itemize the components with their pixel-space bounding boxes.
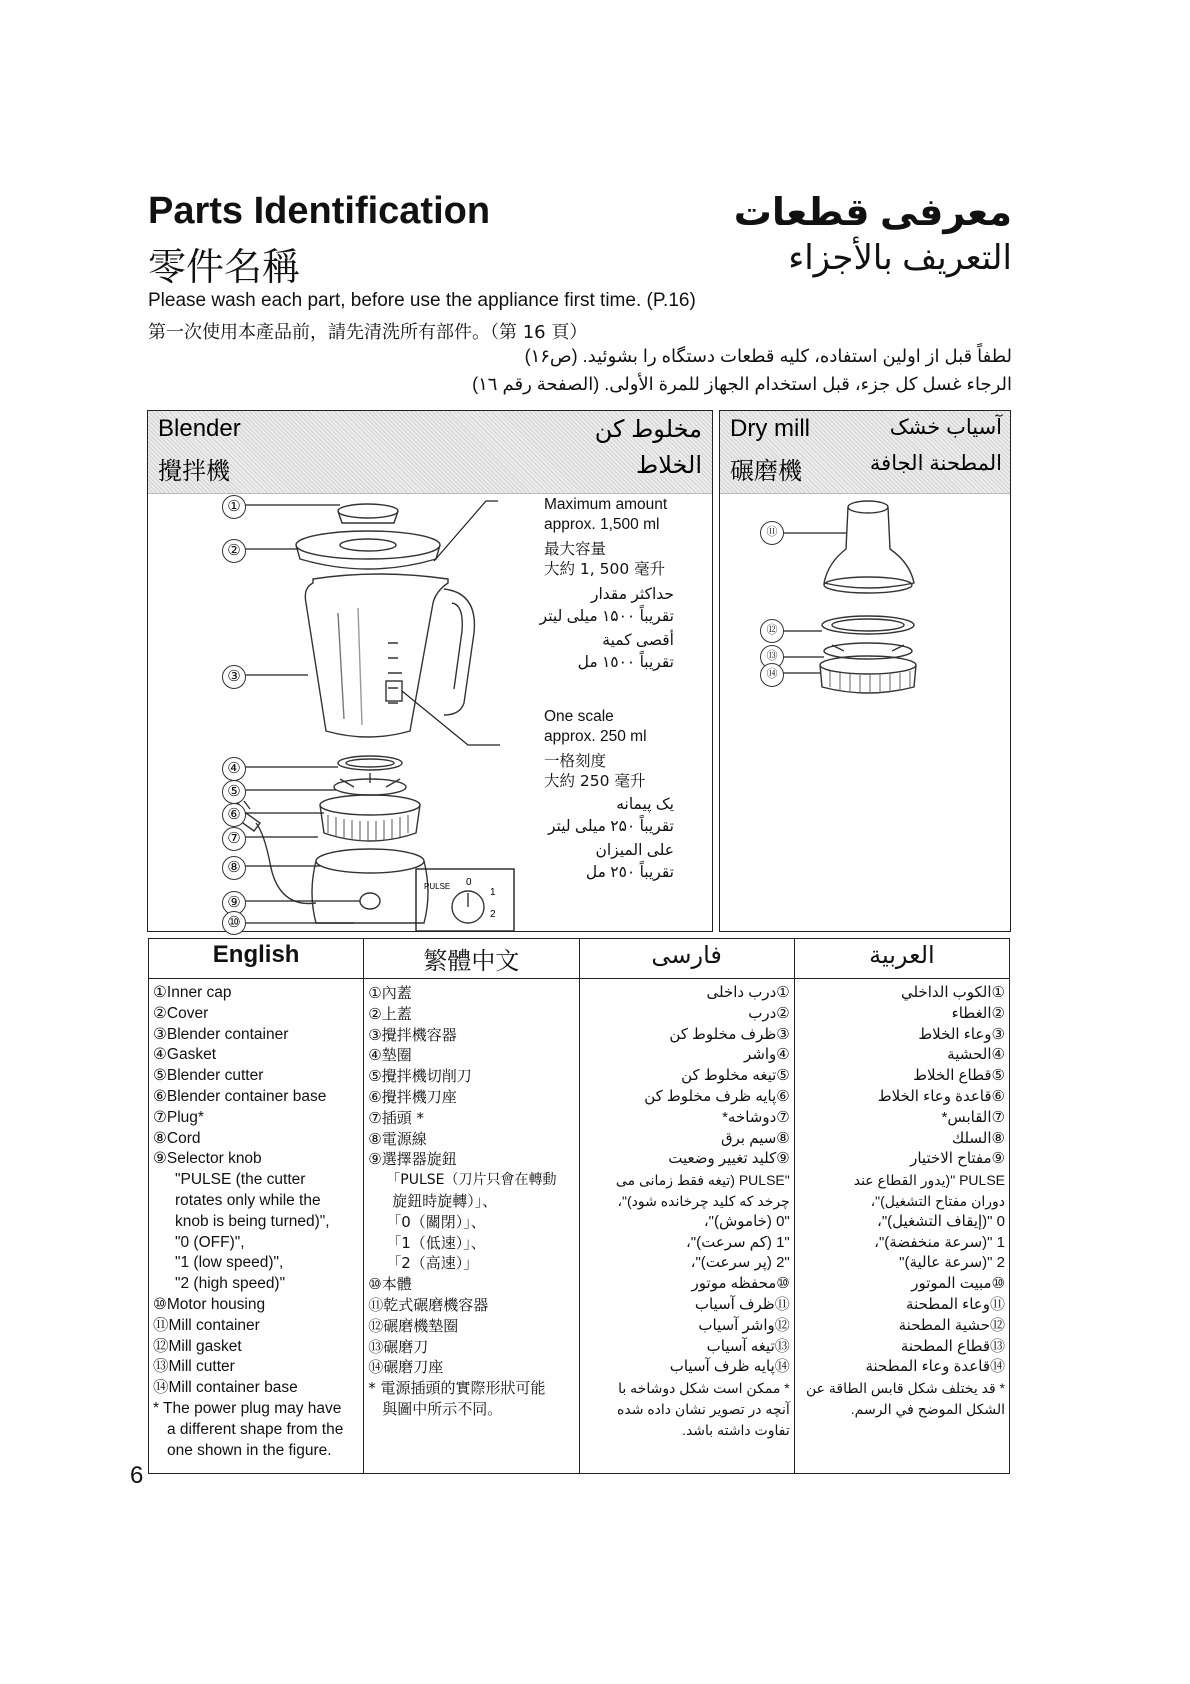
list-item: ⑥Blender container base bbox=[153, 1087, 327, 1105]
one-scale-fa-1: یک پیمانه bbox=[616, 796, 674, 813]
list-item: ①درب داخلی bbox=[706, 984, 790, 1001]
footnote: * قد يختلف شكل قابس الطاقة عن bbox=[806, 1380, 1005, 1397]
list-item: 1 "(سرعة منخفضة)"، bbox=[874, 1233, 1005, 1251]
list-item: PULSE "(يدور القطاع عند bbox=[853, 1172, 1005, 1189]
list-item: ⑥攪拌機刀座 bbox=[368, 1087, 457, 1106]
list-item: ④Gasket bbox=[153, 1046, 216, 1064]
list-item: 「2（高速）」 bbox=[386, 1254, 479, 1273]
list-item: ⑭قاعدة وعاء المطحنة bbox=[865, 1358, 1005, 1376]
mill-label-ar: المطحنة الجافة bbox=[869, 452, 1002, 475]
list-item: ⑬Mill cutter bbox=[153, 1358, 235, 1376]
list-item: ⑦دوشاخه* bbox=[722, 1108, 790, 1126]
list-item: ⑬تیغه آسیاب bbox=[706, 1337, 790, 1355]
list-item: "1 (کم سرعت)"، bbox=[685, 1233, 790, 1251]
list-item: ⑪Mill container bbox=[153, 1316, 260, 1334]
max-amount-ar-2: تقريباً ١٥٠٠ مل bbox=[577, 654, 674, 671]
header-persian: فارسی bbox=[579, 939, 794, 979]
list-item: ⑥قاعدة وعاء الخلاط bbox=[877, 1087, 1005, 1105]
max-amount-fa-2: تقریباً ۱۵۰۰ میلی لیتر bbox=[539, 608, 674, 625]
footnote: تفاوت داشته باشد. bbox=[682, 1421, 790, 1438]
mill-label-fa: آسیاب خشک bbox=[889, 416, 1002, 439]
mill-label-en: Dry mill bbox=[730, 415, 810, 442]
mill-label-zh: 碾磨機 bbox=[730, 457, 802, 485]
list-item: ⑤攪拌機切削刀 bbox=[368, 1067, 472, 1086]
list-item: "2 (پر سرعت)"، bbox=[690, 1254, 790, 1272]
knob-inset bbox=[416, 869, 514, 931]
footnote: * The power plug may have bbox=[153, 1399, 342, 1417]
list-item: ⑤قطاع الخلاط bbox=[913, 1067, 1005, 1085]
list-item: ①內蓋 bbox=[368, 984, 412, 1002]
container-reflection bbox=[338, 613, 344, 719]
list-item: 旋鈕時旋轉）」、 bbox=[392, 1191, 498, 1210]
one-scale-ar-1: على الميزان bbox=[595, 842, 674, 859]
footnote: * ممکن است شکل دوشاخه با bbox=[618, 1380, 790, 1397]
header-english: English bbox=[149, 939, 364, 979]
callout-9: ⑨ bbox=[222, 891, 246, 915]
callout-2: ② bbox=[222, 539, 246, 563]
footnote: الشكل الموضح في الرسم. bbox=[850, 1400, 1005, 1417]
list-item: ④واشر bbox=[744, 1046, 790, 1064]
mill-panel-header bbox=[720, 411, 1010, 494]
callout-13: ⑬ bbox=[760, 645, 784, 669]
intro-en: Please wash each part, before use the appliance first time. (P.16) bbox=[148, 290, 696, 311]
knob-2-label: 2 bbox=[490, 909, 496, 920]
list-item: 「1（低速）」、 bbox=[386, 1233, 486, 1252]
list-item: "0 (خاموش)"، bbox=[703, 1212, 790, 1230]
list-item: ⑨کلید تغییر وضعیت bbox=[668, 1150, 790, 1168]
list-item: ⑪ظرف آسیاب bbox=[694, 1295, 790, 1313]
base-body bbox=[320, 805, 420, 841]
list-item: ④墊圈 bbox=[368, 1046, 412, 1065]
one-scale-zh-2: 大約 250 毫升 bbox=[544, 772, 646, 790]
list-item: ⑫حشية المطحنة bbox=[898, 1316, 1005, 1334]
callout-14: ⑭ bbox=[760, 663, 784, 687]
list-item: ③ظرف مخلوط کن bbox=[669, 1025, 790, 1043]
list-item: ⑪وعاء المطحنة bbox=[906, 1295, 1005, 1313]
callout-5: ⑤ bbox=[222, 780, 246, 804]
scale-leader bbox=[402, 691, 500, 745]
list-item: ①الكوب الداخلي bbox=[900, 984, 1005, 1001]
page-title-ar: التعريف بالأجزاء bbox=[788, 239, 1012, 277]
knob-pulse-label: PULSE bbox=[424, 882, 451, 891]
list-item: ⑬碾磨刀 bbox=[368, 1337, 429, 1356]
one-scale-fa-2: تقریباً ۲۵۰ میلی لیتر bbox=[548, 818, 674, 835]
list-item: ⑫碾磨機墊圈 bbox=[368, 1316, 459, 1335]
max-leader bbox=[434, 501, 498, 561]
english-column bbox=[149, 979, 364, 1474]
list-item: 0 "(إيقاف التشغيل)"، bbox=[877, 1212, 1005, 1230]
max-amount-en-1: Maximum amount bbox=[544, 496, 668, 513]
knob-0-label: 0 bbox=[466, 877, 472, 888]
mill-base-body bbox=[820, 665, 916, 693]
list-item: "2 (high speed)" bbox=[175, 1275, 286, 1293]
callout-12: ⑫ bbox=[760, 619, 784, 643]
max-amount-zh-1: 最大容量 bbox=[544, 540, 607, 558]
gasket-shape bbox=[338, 756, 402, 770]
knob-1-label: 1 bbox=[490, 887, 496, 898]
page-title: Parts Identification bbox=[148, 190, 491, 232]
callout-6: ⑥ bbox=[222, 803, 246, 827]
cover-opening bbox=[340, 539, 396, 551]
header-chinese: 繁體中文 bbox=[364, 939, 579, 979]
arabic-column bbox=[794, 979, 1009, 1474]
table-header-row bbox=[149, 939, 1010, 979]
max-amount-zh-2: 大約 1, 500 毫升 bbox=[544, 560, 666, 578]
list-item: ⑬قطاع المطحنة bbox=[900, 1337, 1005, 1355]
chinese-column bbox=[364, 979, 579, 1474]
list-item: ⑧السلك bbox=[951, 1129, 1005, 1147]
list-item: "0 (OFF)", bbox=[175, 1233, 245, 1251]
mill-container-body bbox=[824, 507, 914, 588]
blender-label-zh: 攪拌機 bbox=[158, 457, 230, 485]
list-item: 2 "(سرعة عالية)" bbox=[899, 1254, 1005, 1272]
max-amount-ar-1: أقصى كمية bbox=[602, 632, 674, 649]
footnote: * 電源插頭的實際形狀可能 bbox=[368, 1379, 546, 1398]
intro-zh: 第一次使用本產品前，請先清洗所有部件。（第 16 頁） bbox=[148, 322, 588, 343]
gasket-inner bbox=[346, 759, 394, 767]
callout-8: ⑧ bbox=[222, 856, 246, 880]
list-item: ⑭Mill container base bbox=[153, 1379, 298, 1397]
page-title-zh: 零件名稱 bbox=[148, 245, 301, 289]
list-item: ⑩本體 bbox=[368, 1275, 412, 1294]
mill-container-top bbox=[848, 501, 888, 513]
list-item: ①Inner cap bbox=[153, 984, 232, 1001]
list-item: "1 (low speed)", bbox=[175, 1254, 284, 1272]
callout-3: ③ bbox=[222, 665, 246, 689]
header-arabic: العربية bbox=[794, 939, 1009, 979]
parts-table bbox=[148, 938, 1010, 1474]
list-item: ⑦القابس* bbox=[941, 1108, 1005, 1126]
mill-gasket-inner bbox=[832, 619, 904, 631]
base-top bbox=[320, 795, 420, 815]
list-item: ⑤تیغه مخلوط کن bbox=[681, 1067, 790, 1085]
list-item: 「PULSE（刀片只會在轉動 bbox=[386, 1172, 557, 1189]
mill-panel bbox=[719, 410, 1011, 932]
persian-column bbox=[579, 979, 794, 1474]
one-scale-ar-2: تقريباً ٢٥٠ مل bbox=[585, 864, 674, 881]
list-item: ⑪乾式碾磨機容器 bbox=[368, 1295, 489, 1314]
list-item: knob is being turned)", bbox=[175, 1212, 330, 1230]
list-item: ⑦插頭 * bbox=[368, 1108, 424, 1127]
mill-leader-lines bbox=[782, 533, 846, 673]
max-amount-fa-1: حداکثر مقدار bbox=[590, 586, 674, 603]
callout-11: ⑪ bbox=[760, 521, 784, 545]
footnote: آنچه در تصویر نشان داده شده bbox=[617, 1400, 790, 1417]
list-item: دوران مفتاح التشغيل)"، bbox=[870, 1192, 1005, 1209]
container-handle-inner bbox=[452, 603, 462, 689]
scale-window bbox=[386, 681, 402, 701]
list-item: ⑧سیم برق bbox=[720, 1129, 790, 1147]
one-scale-zh-1: 一格刻度 bbox=[544, 752, 607, 770]
container-scale bbox=[388, 643, 402, 703]
list-item: ⑨مفتاح الاختيار bbox=[910, 1150, 1005, 1168]
intro-fa: لطفاً قبل از اولین استفاده، کلیه قطعات دستگاه را بشوئید. (ص۱۶) bbox=[524, 346, 1012, 366]
list-item: ⑩مبيت الموتور bbox=[911, 1275, 1005, 1293]
list-item: ⑤Blender cutter bbox=[153, 1067, 264, 1085]
list-item: "PULSE (تیغه فقط زمانی می bbox=[615, 1172, 790, 1189]
container-reflection-2 bbox=[358, 608, 362, 725]
list-item: ②درب bbox=[748, 1004, 790, 1022]
callout-10: ⑩ bbox=[222, 911, 246, 935]
inner-cap-shape bbox=[338, 504, 398, 518]
list-item: ⑩Motor housing bbox=[153, 1295, 266, 1313]
mill-cutter-blades bbox=[832, 645, 904, 651]
one-scale-en-1: One scale bbox=[544, 708, 614, 725]
page-number: 6 bbox=[130, 1462, 144, 1489]
list-item: "PULSE (the cutter bbox=[175, 1171, 306, 1189]
footnote: a different shape from the bbox=[167, 1420, 344, 1438]
max-amount-en-2: approx. 1,500 ml bbox=[544, 516, 660, 533]
container-body bbox=[305, 574, 448, 737]
cover-rim bbox=[296, 545, 440, 569]
list-item: ③Blender container bbox=[153, 1025, 289, 1043]
list-item: ⑨Selector knob bbox=[153, 1150, 262, 1168]
list-item: ②上蓋 bbox=[368, 1004, 412, 1023]
list-item: ③وعاء الخلاط bbox=[918, 1025, 1005, 1043]
footnote: one shown in the figure. bbox=[167, 1441, 332, 1459]
list-item: ⑦Plug* bbox=[153, 1108, 204, 1126]
blender-label-en: Blender bbox=[158, 415, 241, 442]
motor-body bbox=[312, 861, 428, 923]
list-item: ⑨選擇器旋鈕 bbox=[368, 1150, 457, 1169]
list-item: ⑥پایه ظرف مخلوط کن bbox=[644, 1087, 790, 1105]
list-item: ⑧Cord bbox=[153, 1129, 201, 1147]
intro-ar: الرجاء غسل كل جزء، قبل استخدام الجهاز للمرة الأولى. (الصفحة رقم ١٦) bbox=[472, 374, 1012, 394]
list-item: ③攪拌機容器 bbox=[368, 1025, 457, 1044]
table-body-row bbox=[149, 979, 1010, 1474]
list-item: ⑫Mill gasket bbox=[153, 1337, 242, 1355]
motor-knob bbox=[360, 893, 380, 909]
list-item: ②الغطاء bbox=[951, 1004, 1005, 1022]
list-item: rotates only while the bbox=[175, 1191, 321, 1209]
cord bbox=[256, 823, 316, 904]
footnote: 與圖中所示不同。 bbox=[382, 1399, 503, 1418]
one-scale-en-2: approx. 250 ml bbox=[544, 728, 647, 745]
list-item: ⑭پایه ظرف آسیاب bbox=[669, 1358, 790, 1376]
list-item: ②Cover bbox=[153, 1004, 209, 1022]
list-item: 「0（關閉）」、 bbox=[386, 1212, 486, 1231]
motor-top bbox=[316, 849, 424, 873]
list-item: ⑩محفظه موتور bbox=[691, 1275, 790, 1293]
callout-7: ⑦ bbox=[222, 827, 246, 851]
list-item: ⑧電源線 bbox=[368, 1129, 427, 1148]
cover-shape bbox=[296, 531, 440, 559]
list-item: ⑫واشر آسیاب bbox=[698, 1316, 790, 1334]
blender-panel bbox=[147, 410, 713, 932]
inner-cap-body bbox=[338, 511, 398, 523]
blender-panel-header bbox=[148, 411, 712, 494]
page-title-fa: معرفى قطعات bbox=[733, 192, 1012, 234]
list-item: چرخد که کلید چرخانده شود)"، bbox=[617, 1192, 790, 1209]
list-item: ④الحشية bbox=[947, 1046, 1005, 1064]
callout-1: ① bbox=[222, 495, 246, 519]
blender-label-ar: الخلاط bbox=[636, 452, 702, 479]
plug-pin-2 bbox=[244, 801, 250, 809]
callout-4: ④ bbox=[222, 757, 246, 781]
list-item: ⑭碾磨刀座 bbox=[368, 1358, 444, 1377]
blender-label-fa: مخلوط کن bbox=[594, 416, 702, 443]
